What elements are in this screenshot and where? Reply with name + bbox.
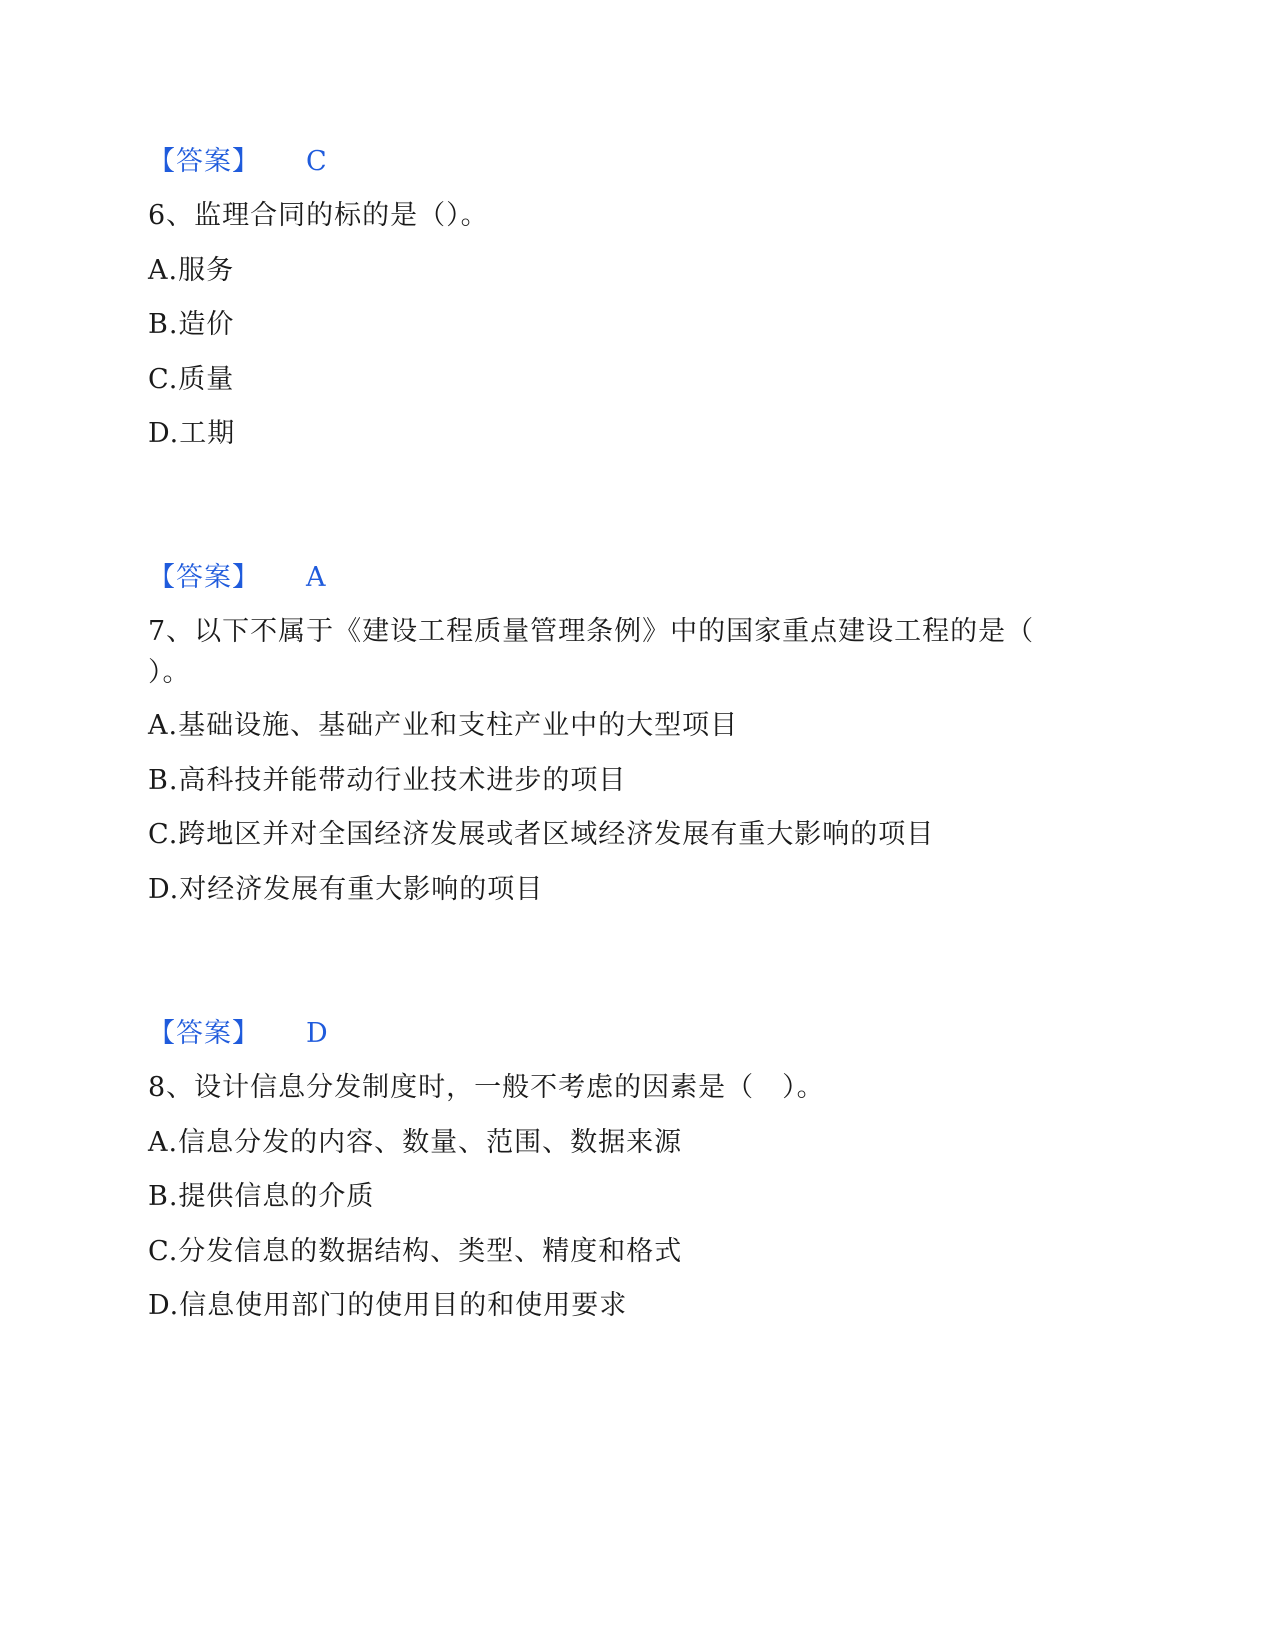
- question-6-option-c: C.质量: [148, 364, 235, 395]
- question-7-option-a: A.基础设施、基础产业和支柱产业中的大型项目: [148, 710, 739, 741]
- answer-label: 【答案】: [148, 562, 260, 593]
- question-7-text-line2: ）。: [148, 657, 191, 688]
- question-8-option-a: A.信息分发的内容、数量、范围、数据来源: [148, 1127, 683, 1158]
- question-7-option-c: C.跨地区并对全国经济发展或者区域经济发展有重大影响的项目: [148, 819, 935, 850]
- answer-label: 【答案】: [148, 146, 260, 177]
- answer-label: 【答案】: [148, 1018, 260, 1049]
- question-8-option-c: C.分发信息的数据结构、类型、精度和格式: [148, 1236, 683, 1267]
- question-6-option-d: D.工期: [148, 418, 236, 449]
- answer-value: A: [306, 562, 326, 593]
- question-7-option-d: D.对经济发展有重大影响的项目: [148, 874, 544, 905]
- answer-value: C: [306, 146, 327, 177]
- question-8-text: 8、设计信息分发制度时，一般不考虑的因素是（ ）。: [148, 1072, 825, 1103]
- question-8-option-b: B.提供信息的介质: [148, 1181, 375, 1212]
- answer-value: D: [306, 1018, 328, 1049]
- question-8-option-d: D.信息使用部门的使用目的和使用要求: [148, 1290, 628, 1321]
- question-7-text-line1: 7、以下不属于《建设工程质量管理条例》中的国家重点建设工程的是（: [148, 616, 1035, 647]
- question-6-text: 6、监理合同的标的是（）。: [148, 200, 489, 231]
- question-6-option-a: A.服务: [148, 255, 235, 286]
- question-6-option-b: B.造价: [148, 309, 235, 340]
- question-7-option-b: B.高科技并能带动行业技术进步的项目: [148, 765, 627, 796]
